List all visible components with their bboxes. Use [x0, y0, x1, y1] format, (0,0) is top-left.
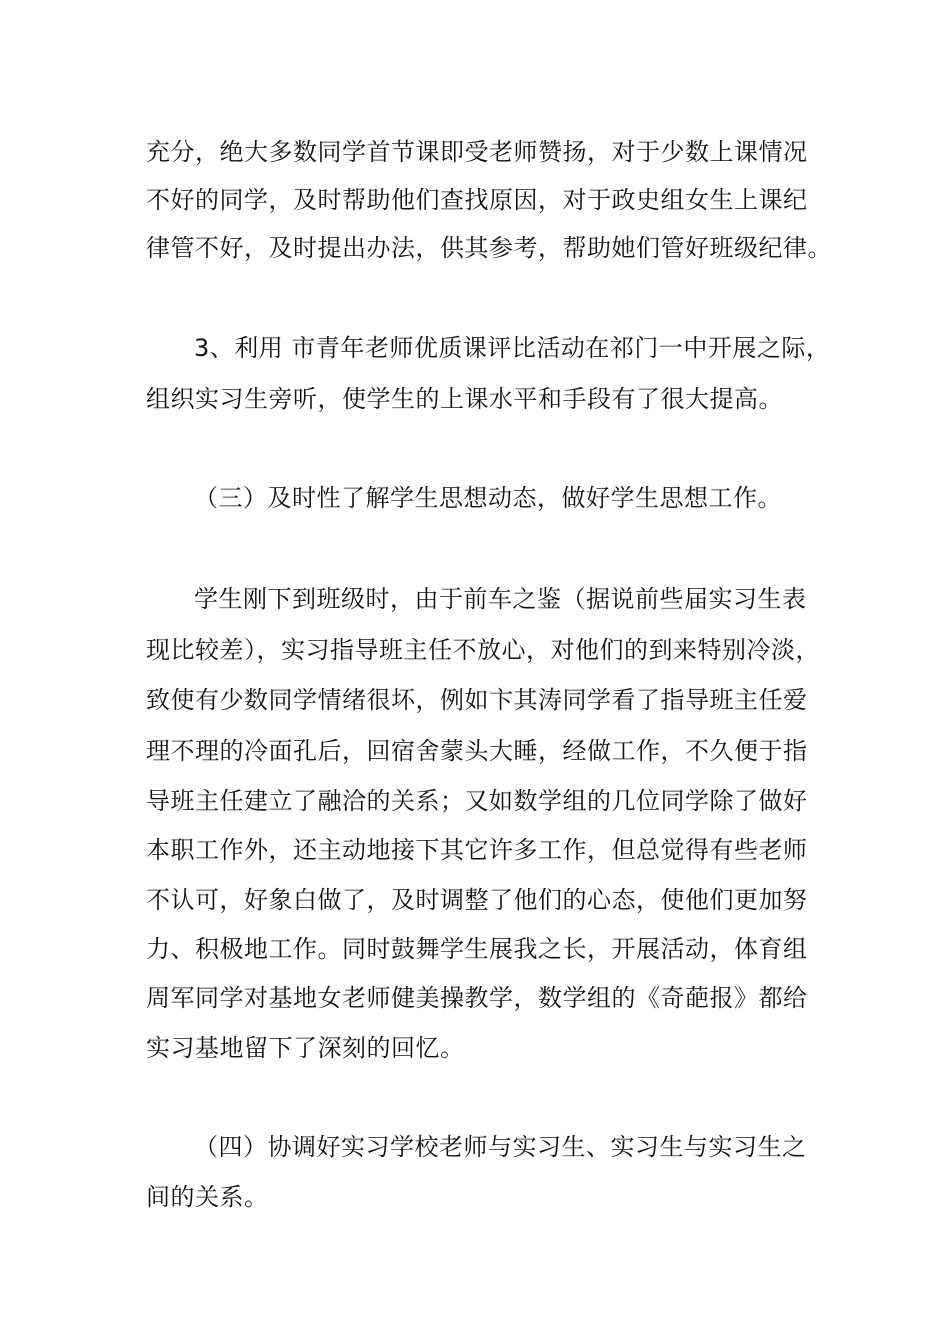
paragraph-3-line-6: 本职工作外，还主动地接下其它许多工作，但总觉得有些老师: [146, 836, 808, 864]
paragraph-1-line-3: 律管不好，及时提出办法，供其参考，帮助她们管好班级纪律。: [146, 234, 832, 262]
paragraph-3-line-3: 致使有少数同学情绪很坏，例如卞其涛同学看了指导班主任爱: [146, 686, 808, 714]
paragraph-3-line-4: 理不理的冷面孔后，回宿舍蒙头大睡，经做工作，不久便于指: [146, 737, 808, 765]
paragraph-3-line-7: 不认可，好象白做了，及时调整了他们的心态，使他们更加努: [146, 886, 808, 914]
paragraph-1-line-2: 不好的同学，及时帮助他们查找原因，对于政史组女生上课纪: [146, 186, 808, 214]
paragraph-3-line-8: 力、积极地工作。同时鼓舞学生展我之长，开展活动，体育组: [146, 935, 808, 963]
section-heading-3: （三）及时性了解学生思想动态，做好学生思想工作。: [194, 484, 782, 512]
paragraph-3-line-5: 导班主任建立了融洽的关系；又如数学组的几位同学除了做好: [146, 787, 808, 815]
paragraph-2-line-2: 组织实习生旁听，使学生的上课水平和手段有了很大提高。: [146, 385, 783, 413]
paragraph-2-line-1: 3、利用 市青年老师优质课评比活动在祁门一中开展之际，: [194, 334, 831, 362]
paragraph-3-line-1: 学生刚下到班级时，由于前车之鉴（据说前些届实习生表: [194, 585, 807, 613]
section-heading-4-line-2: 间的关系。: [146, 1183, 269, 1211]
section-heading-4-line-1: （四）协调好实习学校老师与实习生、实习生与实习生之: [194, 1133, 807, 1161]
paragraph-3-line-2: 现比较差），实习指导班主任不放心，对他们的到来特别冷淡，: [146, 636, 820, 664]
paragraph-3-line-10: 实习基地留下了深刻的回忆。: [146, 1034, 465, 1062]
paragraph-3-line-9: 周军同学对基地女老师健美操教学，数学组的《奇葩报》都给: [146, 984, 808, 1012]
paragraph-1-line-1: 充分，绝大多数同学首节课即受老师赞扬，对于少数上课情况: [146, 138, 808, 166]
